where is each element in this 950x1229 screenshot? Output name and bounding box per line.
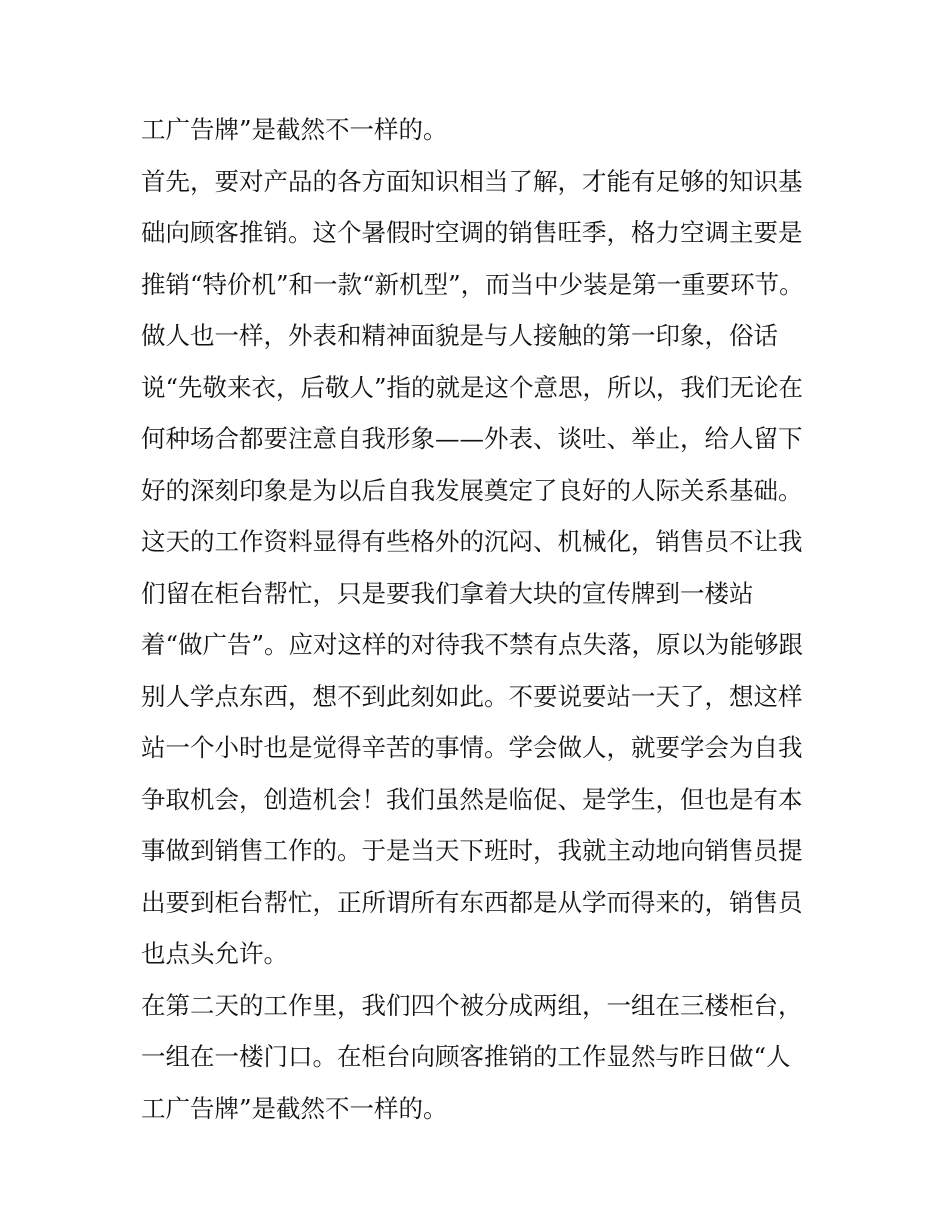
text-line: 一组在一楼门口。在柜台向顾客推销的工作显然与昨日做“人 <box>141 1042 791 1071</box>
text-line: 何种场合都要注意自我形象——外表、谈吐、举止，给人留下 <box>141 424 803 453</box>
text-line: 工广告牌”是截然不一样的。 <box>141 115 448 144</box>
text-line: 做人也一样，外表和精神面貌是与人接触的第一印象，俗话 <box>141 321 778 350</box>
text-line: 站一个小时也是觉得辛苦的事情。学会做人，就要学会为自我 <box>141 733 803 762</box>
text-line: 事做到销售工作的。于是当天下班时，我就主动地向销售员提 <box>141 836 803 865</box>
text-line: 出要到柜台帮忙，正所谓所有东西都是从学而得来的，销售员 <box>141 887 803 917</box>
text-line: 工广告牌”是截然不一样的。 <box>141 1093 448 1123</box>
text-line: 这天的工作资料显得有些格外的沉闷、机械化，销售员不让我 <box>141 527 803 556</box>
text-line: 也点头允许。 <box>141 939 288 968</box>
text-line: 础向顾客推销。这个暑假时空调的销售旺季，格力空调主要是 <box>141 218 803 247</box>
text-line: 着“做广告”。应对这样的对待我不禁有点失落，原以为能够跟 <box>141 630 804 659</box>
text-line: 好的深刻印象是为以后自我发展奠定了良好的人际关系基础。 <box>141 475 803 505</box>
text-line: 推销“特价机”和一款“新机型”，而当中少装是第一重要环节。 <box>141 269 804 299</box>
text-line: 们留在柜台帮忙，只是要我们拿着大块的宣传牌到一楼站 <box>141 578 754 608</box>
body-text <box>141 104 821 1134</box>
text-line: 别人学点东西，想不到此刻如此。不要说要站一天了，想这样 <box>141 681 803 711</box>
text-line: 争取机会，创造机会！我们虽然是临促、是学生，但也是有本 <box>141 784 803 814</box>
text-line: 首先，要对产品的各方面知识相当了解，才能有足够的知识基 <box>141 166 803 196</box>
text-line: 说“先敬来衣，后敬人”指的就是这个意思，所以，我们无论在 <box>141 372 804 402</box>
text-line: 在第二天的工作里，我们四个被分成两组，一组在三楼柜台， <box>141 990 803 1020</box>
